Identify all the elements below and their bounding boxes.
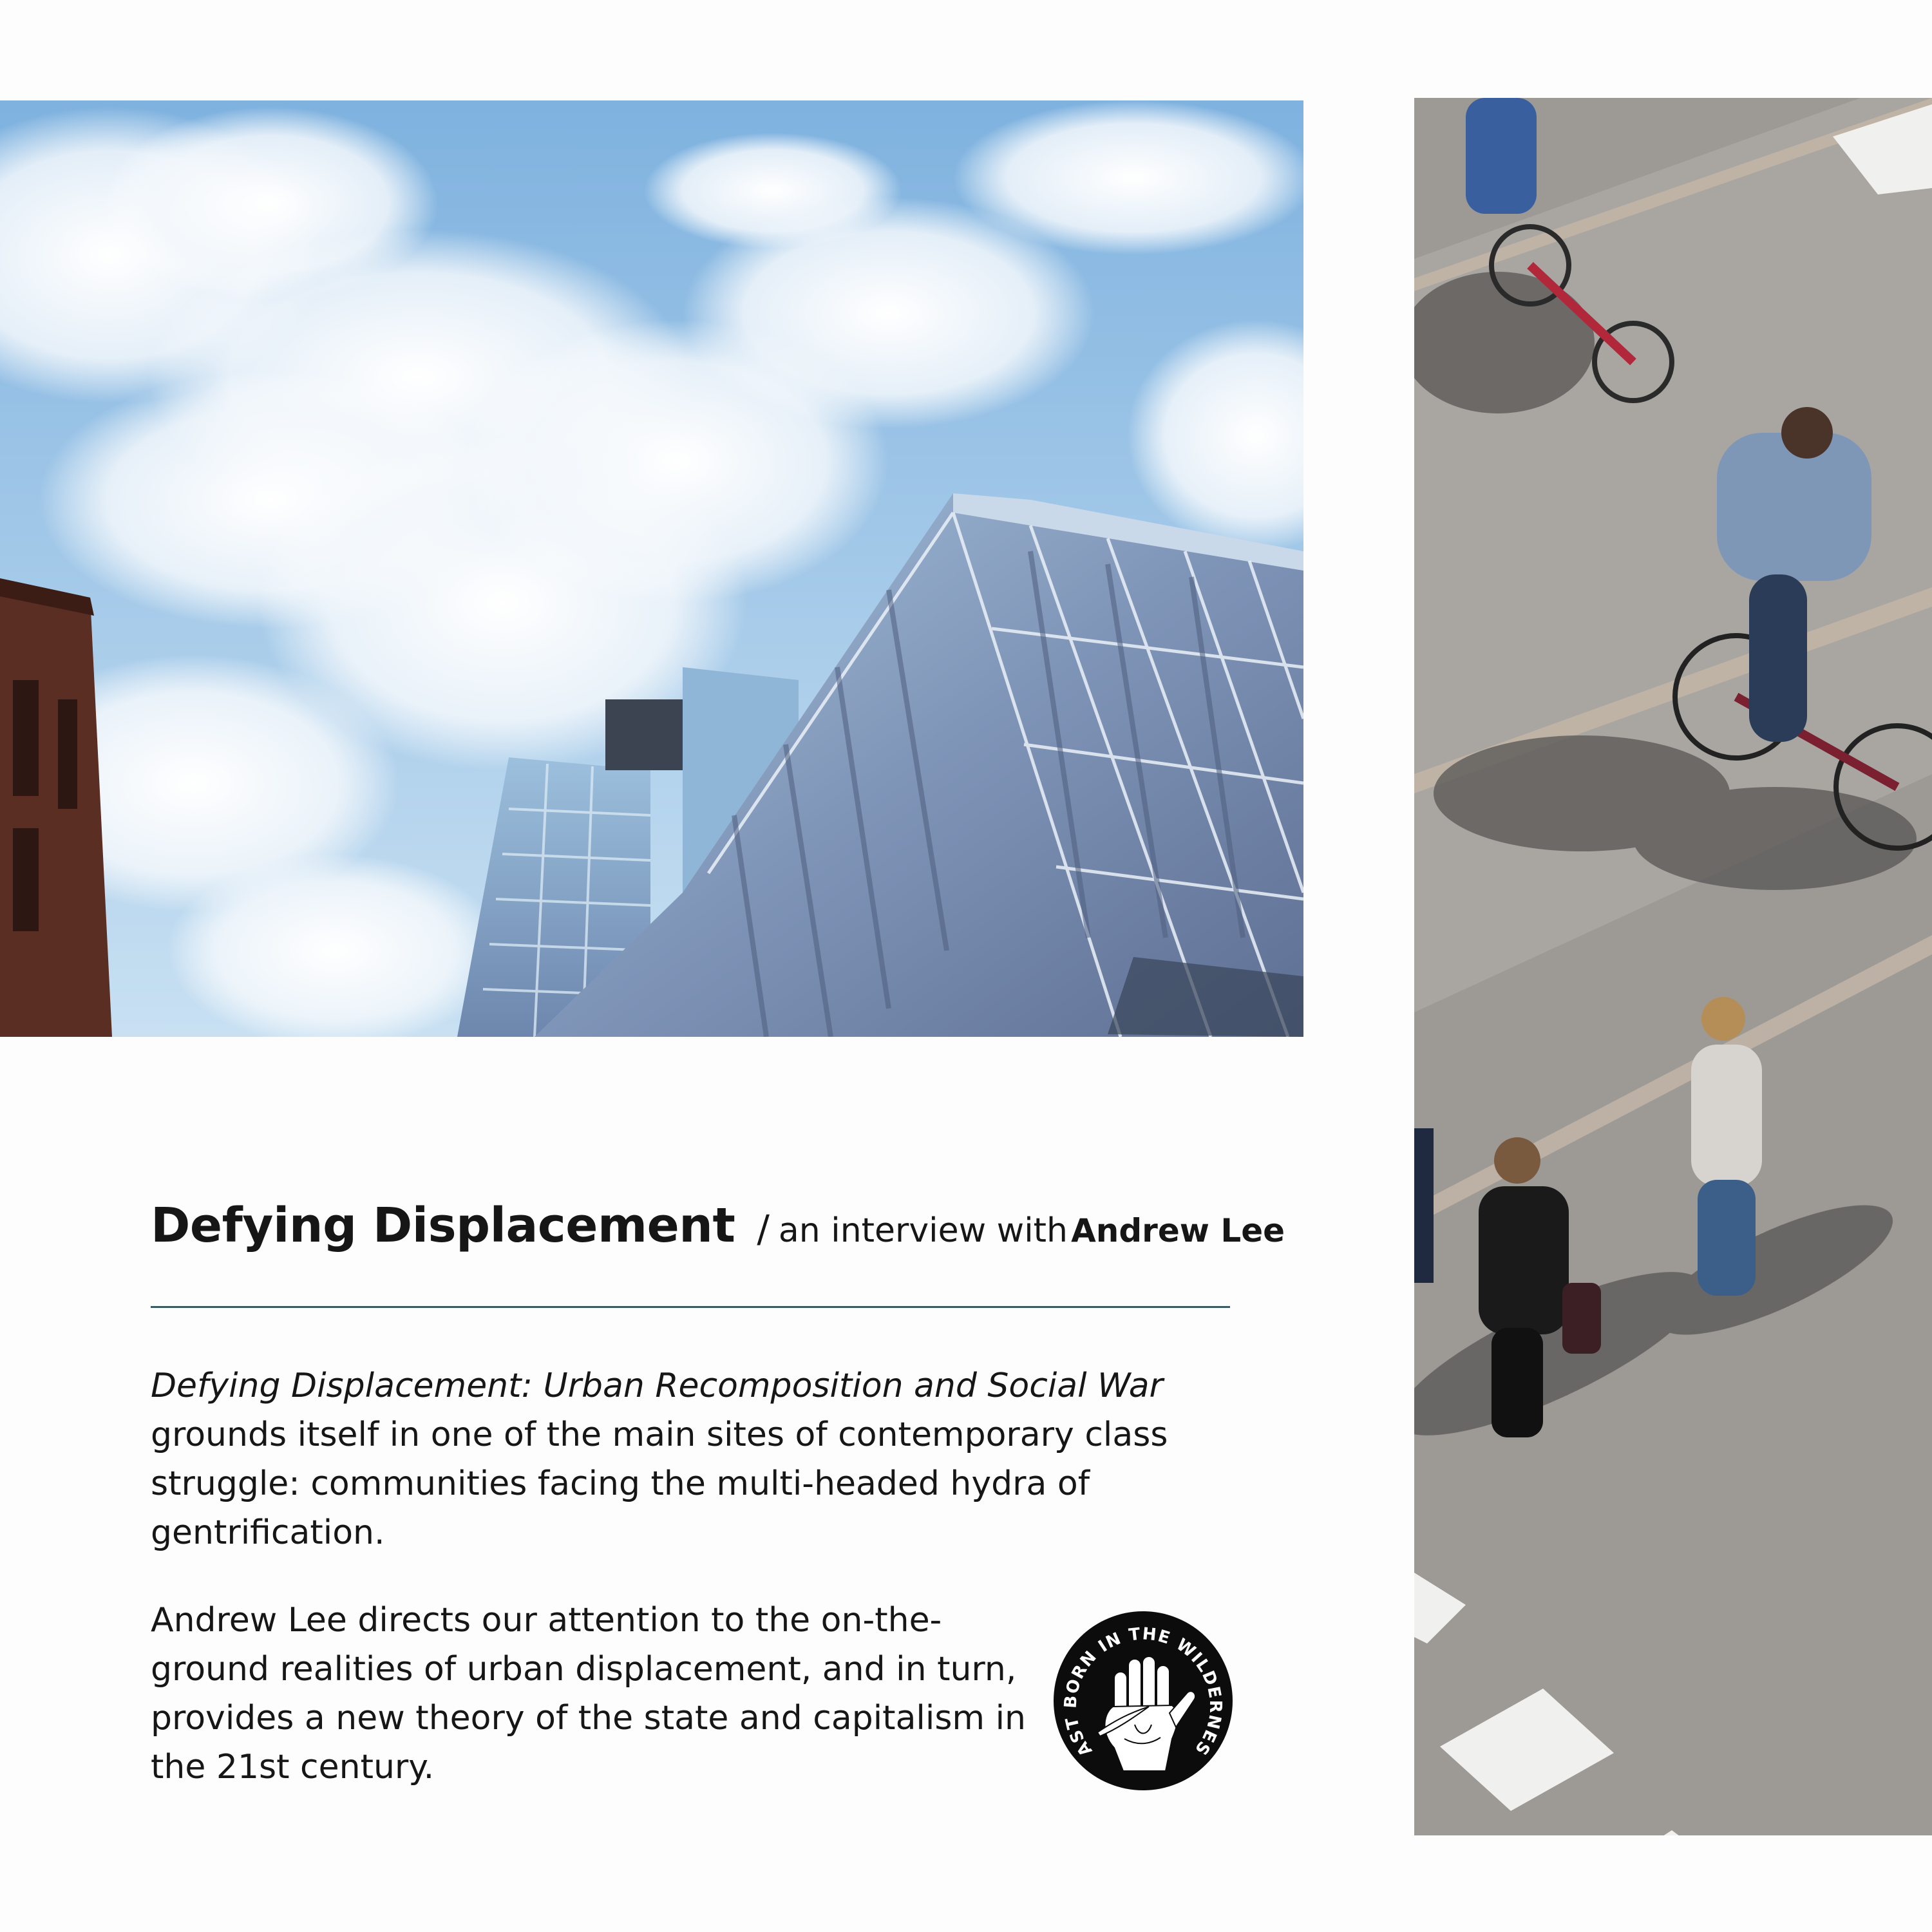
intro-paragraph-text: grounds itself in one of the main sites of contemporary class struggle: communities facing the multi-headed hydra of gentrification. xyxy=(151,1416,1168,1552)
divider-rule xyxy=(151,1306,1230,1308)
author-paragraph: Andrew Lee directs our attention to the on-the-ground realities of urban displacement, and in turn, provides a new theory of the state and capitalism in the 21st century. xyxy=(151,1601,1027,1786)
photo-sky-buildings xyxy=(0,100,1303,1037)
photo-street-cyclists xyxy=(1414,98,1932,1835)
article-title: Defying Displacement xyxy=(151,1198,735,1253)
article-headline xyxy=(151,1198,1285,1253)
title-separator: / xyxy=(757,1207,770,1251)
seal-text: AST BORN IN THE WILDERNES xyxy=(1061,1624,1226,1760)
book-title-italic: Defying Displacement: Urban Recomposition and Social War xyxy=(151,1367,1163,1405)
article-author: Andrew Lee xyxy=(1071,1212,1285,1249)
publisher-seal-logo xyxy=(1052,1610,1234,1792)
article-subtitle: an interview with xyxy=(778,1211,1068,1250)
intro-paragraph xyxy=(151,1361,1258,1557)
